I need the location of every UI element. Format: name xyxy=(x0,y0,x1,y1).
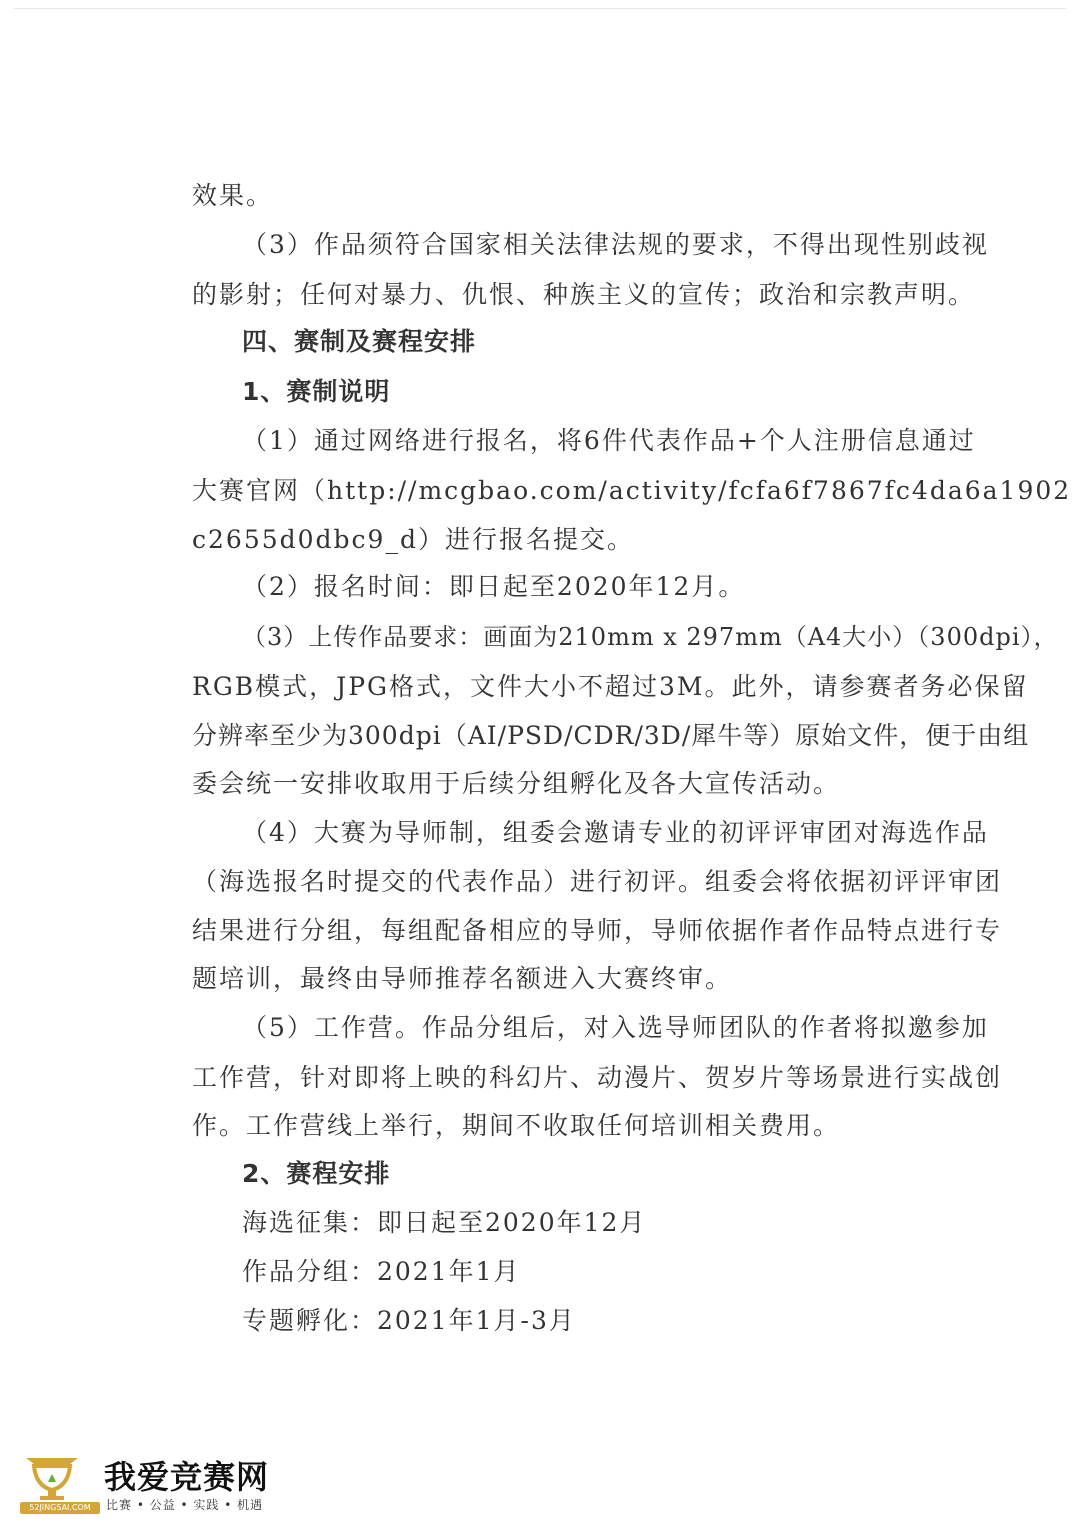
subsection-heading: 1、赛制说明 xyxy=(242,377,391,406)
paragraph-line: （3）作品须符合国家相关法律法规的要求，不得出现性别歧视 xyxy=(242,230,989,259)
subsection-heading: 2、赛程安排 xyxy=(242,1159,391,1188)
site-logo xyxy=(20,1450,270,1522)
paragraph-line: 大赛官网（http://mcgbao.com/activity/fcfa6f7867fc4da6a1902 xyxy=(192,476,1072,505)
logo-slogan: 比赛 • 公益 • 实践 • 机遇 xyxy=(106,1498,264,1512)
paragraph-line: 题培训，最终由导师推荐名额进入大赛终审。 xyxy=(192,964,733,993)
logo-title: 我爱竞赛网 xyxy=(104,1458,270,1496)
logo-domain: 52JINGSAI.COM xyxy=(20,1502,100,1514)
paragraph-line: 作。工作营线上举行，期间不收取任何培训相关费用。 xyxy=(192,1111,841,1140)
paragraph-line: （2）报名时间：即日起至2020年12月。 xyxy=(242,572,746,601)
schedule-item: 作品分组：2021年1月 xyxy=(242,1257,521,1286)
top-rule xyxy=(14,8,1066,9)
paragraph-line: （3）上传作品要求：画面为210mm x 297mm（A4大小）（300dpi）， xyxy=(242,623,1059,651)
paragraph-line: 的影射；任何对暴力、仇恨、种族主义的宣传；政治和宗教声明。 xyxy=(192,280,976,309)
paragraph-line: 结果进行分组，每组配备相应的导师，导师依据作者作品特点进行专 xyxy=(192,916,1003,945)
paragraph-line: （4）大赛为导师制，组委会邀请专业的初评评审团对海选作品 xyxy=(242,818,989,847)
paragraph-line: c2655d0dbc9_d）进行报名提交。 xyxy=(192,525,634,554)
paragraph-line: （海选报名时提交的代表作品）进行初评。组委会将依据初评评审团 xyxy=(192,867,1003,896)
paragraph-line: （5）工作营。作品分组后，对入选导师团队的作者将拟邀参加 xyxy=(242,1013,989,1042)
paragraph-line: 工作营，针对即将上映的科幻片、动漫片、贺岁片等场景进行实战创 xyxy=(192,1063,1003,1092)
schedule-item: 海选征集：即日起至2020年12月 xyxy=(242,1208,647,1237)
paragraph-line: （1）通过网络进行报名，将6件代表作品+个人注册信息通过 xyxy=(242,426,976,455)
paragraph-line: 委会统一安排收取用于后续分组孵化及各大宣传活动。 xyxy=(192,769,841,798)
section-heading: 四、赛制及赛程安排 xyxy=(242,327,477,356)
paragraph-line: 分辨率至少为300dpi（AI/PSD/CDR/3D/犀牛等）原始文件，便于由组 xyxy=(192,721,1030,750)
schedule-item: 专题孵化：2021年1月-3月 xyxy=(242,1306,576,1335)
paragraph-line: RGB模式，JPG格式，文件大小不超过3M。此外，请参赛者务必保留 xyxy=(192,672,1029,701)
paragraph-line: 效果。 xyxy=(192,181,274,210)
